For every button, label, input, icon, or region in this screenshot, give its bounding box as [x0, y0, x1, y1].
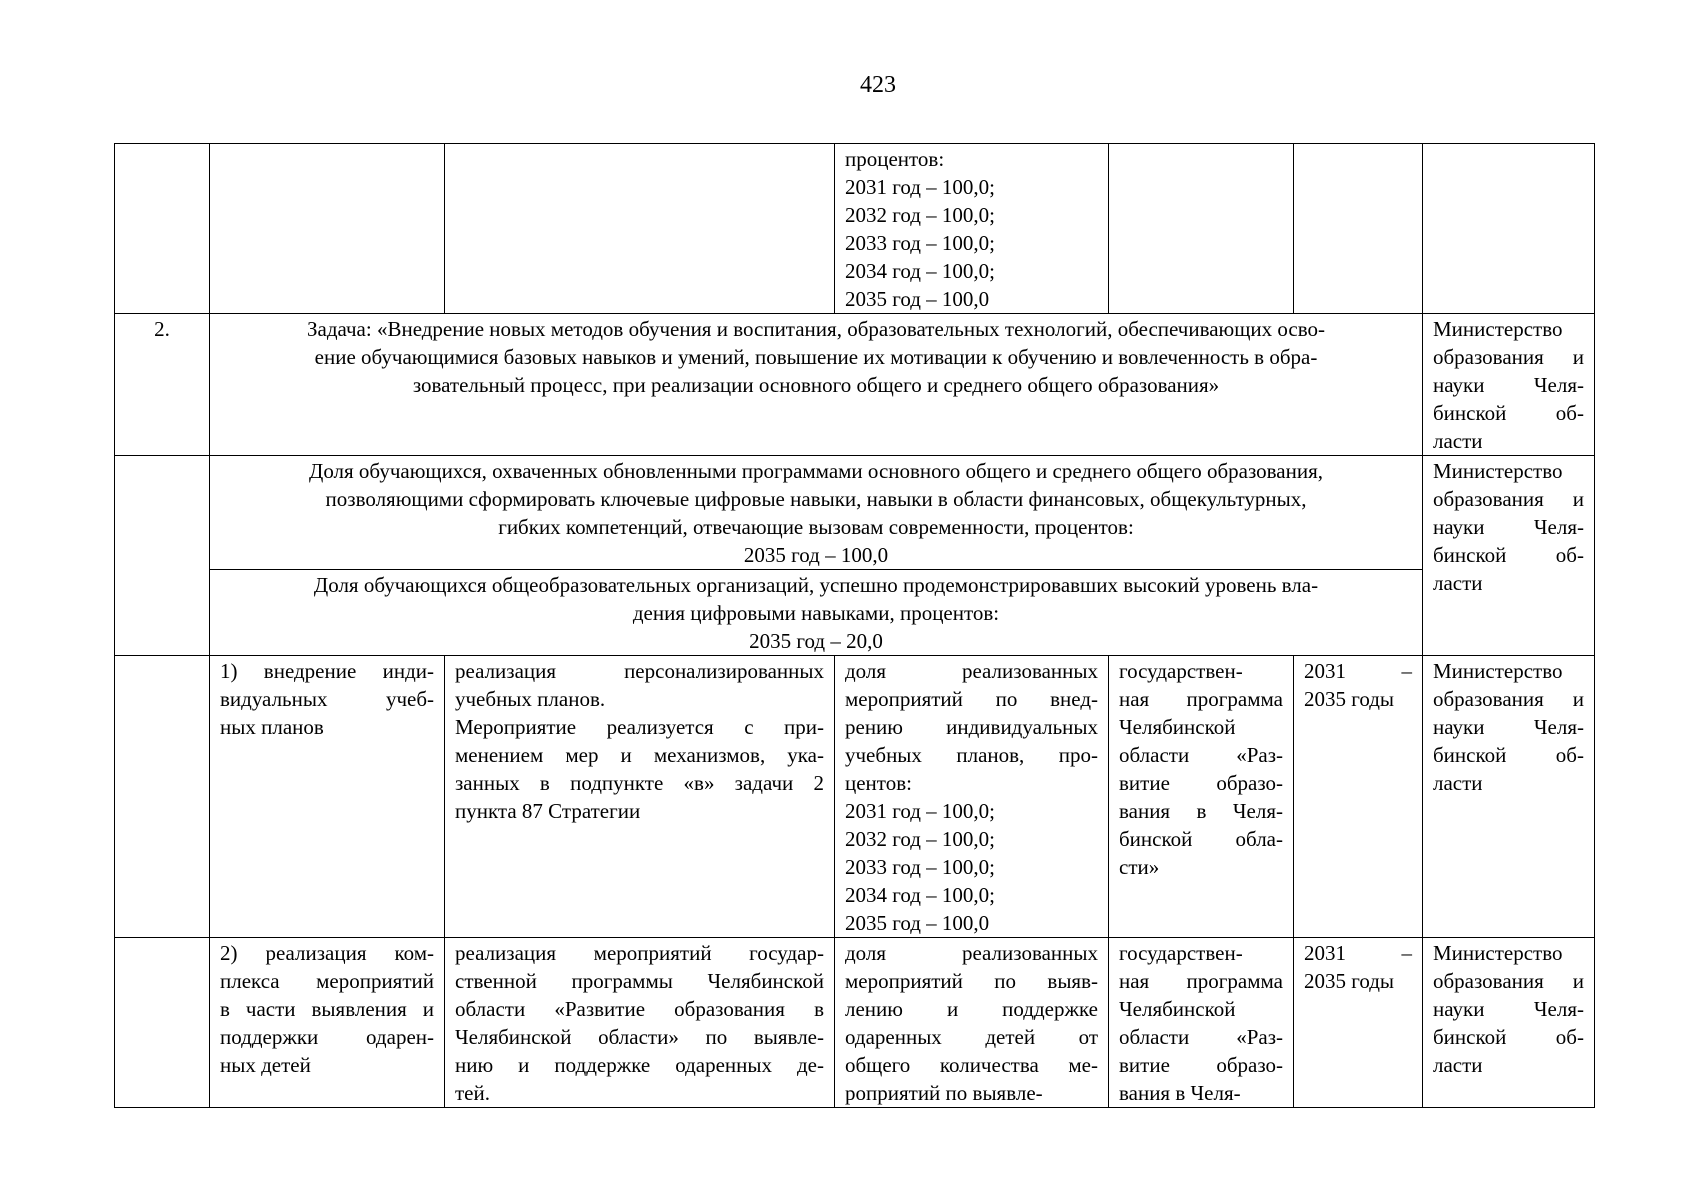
text-line: Министерство — [1433, 317, 1563, 341]
item-name — [210, 938, 445, 1108]
text-line: тей. — [455, 1081, 490, 1105]
text-line: 2031 год – 100,0; — [845, 175, 996, 199]
text-line: Задача: «Внедрение новых методов обучения и воспитания, образовательных технологий, обеспечивающих осво- — [306, 317, 1326, 341]
item-program — [1109, 938, 1294, 1108]
text-line: вания в Челя- — [1119, 1081, 1241, 1105]
text-line: 2031 – — [1304, 659, 1412, 683]
table-row-target — [115, 456, 1595, 570]
text-line: витие образо- — [1119, 771, 1283, 795]
text-line: в части выявления и — [220, 997, 434, 1021]
text-line: 2035 годы — [1304, 969, 1395, 993]
text-line: центов: — [845, 771, 912, 795]
item-indicator — [835, 938, 1109, 1108]
item-description — [445, 656, 835, 938]
text-line: ственной программы Челябинской — [455, 969, 824, 993]
text-line: зовательный процесс, при реализации основного общего и среднего общего образования» — [412, 373, 1220, 397]
text-line: образования и — [1433, 345, 1584, 369]
text-line: витие образо- — [1119, 1053, 1283, 1077]
text-line: 2) реализация ком- — [220, 941, 434, 965]
text-line: бинской об- — [1433, 401, 1584, 425]
text-line: Челябинской — [1119, 715, 1236, 739]
item-description — [445, 938, 835, 1108]
text-line: 2035 год – 100,0 — [743, 543, 889, 567]
table-row-item — [115, 656, 1595, 938]
text-line: 2034 год – 100,0; — [845, 883, 996, 907]
table-row-task — [115, 314, 1595, 456]
text-line: процентов: — [845, 147, 945, 171]
item-period — [1294, 656, 1423, 938]
text-line: Доля обучающихся, охваченных обновленными программами основного общего и среднего общего образования, — [309, 459, 1323, 483]
text-line: Мероприятие реализуется с при- — [455, 715, 824, 739]
text-line: ласти — [1433, 1053, 1483, 1077]
text-line: дения цифровыми навыками, процентов: — [632, 601, 1000, 625]
text-line: ных детей — [220, 1053, 311, 1077]
text-line: ласти — [1433, 771, 1483, 795]
cell-number-empty — [115, 456, 210, 656]
text-line: образования и — [1433, 487, 1584, 511]
text-line: пункта 87 Стратегии — [455, 799, 641, 823]
text-line: образования и — [1433, 687, 1584, 711]
text-line: мероприятий по внед- — [845, 687, 1098, 711]
cell-number — [115, 144, 210, 314]
item-responsible — [1423, 656, 1595, 938]
page-number: 423 — [860, 72, 896, 98]
cell-period — [1294, 144, 1423, 314]
text-line: реализация мероприятий государ- — [455, 941, 824, 965]
text-line: реализация персонализированных — [455, 659, 824, 683]
item-name — [210, 656, 445, 938]
text-line: сти» — [1119, 855, 1160, 879]
text-line: 2032 год – 100,0; — [845, 203, 996, 227]
cell-program — [1109, 144, 1294, 314]
text-line: рению индивидуальных — [845, 715, 1098, 739]
text-line: доля реализованных — [845, 941, 1098, 965]
table-row-item — [115, 938, 1595, 1108]
text-line: 2034 год – 100,0; — [845, 259, 996, 283]
text-line: бинской об- — [1433, 743, 1584, 767]
text-line: ная программа — [1119, 969, 1283, 993]
task-number: 2. — [115, 314, 210, 456]
text-line: 2033 год – 100,0; — [845, 231, 996, 255]
text-line: ных планов — [220, 715, 324, 739]
cell-description — [445, 144, 835, 314]
cell-name — [210, 144, 445, 314]
target-indicator-digital-programs — [210, 456, 1423, 570]
text-line: бинской об- — [1433, 1025, 1584, 1049]
text-line: общего количества ме- — [845, 1053, 1098, 1077]
table-row-continuation — [115, 144, 1595, 314]
text-line: плекса мероприятий — [220, 969, 434, 993]
text-line: ласти — [1433, 571, 1483, 595]
text-line: науки Челя- — [1433, 715, 1584, 739]
text-line: 2031 год – 100,0; — [845, 799, 996, 823]
text-line: 2035 год – 20,0 — [749, 629, 883, 653]
text-line: науки Челя- — [1433, 997, 1584, 1021]
text-line: ласти — [1433, 429, 1483, 453]
text-line: Министерство — [1433, 459, 1563, 483]
item-responsible — [1423, 938, 1595, 1108]
text-line: менением мер и механизмов, ука- — [455, 743, 824, 767]
text-line: 2035 годы — [1304, 687, 1395, 711]
text-line: учебных планов. — [455, 687, 606, 711]
cell-indicator — [835, 144, 1109, 314]
measures-table — [114, 143, 1595, 1108]
text-line: ение обучающимися базовых навыков и умений, повышение их мотивации к обучению и вовлеченность в обра- — [314, 345, 1318, 369]
text-line: образования и — [1433, 969, 1584, 993]
text-line: государствен- — [1119, 659, 1243, 683]
item-indicator — [835, 656, 1109, 938]
text-line: области «Раз- — [1119, 743, 1283, 767]
text-line: 2031 – — [1304, 941, 1412, 965]
item-program — [1109, 656, 1294, 938]
text-line: мероприятий по выяв- — [845, 969, 1098, 993]
text-line: Челябинской области» по выявле- — [455, 1025, 824, 1049]
text-line: вания в Челя- — [1119, 799, 1283, 823]
cell-responsible — [1423, 144, 1595, 314]
text-line: ная программа — [1119, 687, 1283, 711]
text-line: доля реализованных — [845, 659, 1098, 683]
text-line: 2032 год – 100,0; — [845, 827, 996, 851]
text-line: нию и поддержке одаренных де- — [455, 1053, 824, 1077]
text-line: Министерство — [1433, 941, 1563, 965]
text-line: науки Челя- — [1433, 515, 1584, 539]
text-line: занных в подпункте «в» задачи 2 — [455, 771, 824, 795]
text-line: бинской об- — [1433, 543, 1584, 567]
text-line: Министерство — [1433, 659, 1563, 683]
task-text — [210, 314, 1423, 456]
target-responsible — [1423, 456, 1595, 656]
text-line: одаренных детей от — [845, 1025, 1098, 1049]
text-line: гибких компетенций, отвечающие вызовам современности, процентов: — [498, 515, 1134, 539]
item-number — [115, 656, 210, 938]
task-responsible — [1423, 314, 1595, 456]
text-line: роприятий по выявле- — [845, 1081, 1043, 1105]
text-line: 2033 год – 100,0; — [845, 855, 996, 879]
text-line: видуальных учеб- — [220, 687, 434, 711]
text-line: 2035 год – 100,0 — [845, 911, 990, 935]
target-indicator-digital-skills — [210, 570, 1423, 656]
text-line: области «Раз- — [1119, 1025, 1283, 1049]
text-line: Доля обучающихся общеобразовательных организаций, успешно продемонстрировавших высокий уровень вла- — [313, 573, 1319, 597]
text-line: области «Развитие образования в — [455, 997, 824, 1021]
text-line: позволяющими сформировать ключевые цифровые навыки, навыки в области финансовых, общекультурных, — [325, 487, 1307, 511]
text-line: лению и поддержке — [845, 997, 1098, 1021]
text-line: бинской обла- — [1119, 827, 1283, 851]
item-number — [115, 938, 210, 1108]
text-line: поддержки одарен- — [220, 1025, 434, 1049]
text-line: Челябинской — [1119, 997, 1236, 1021]
text-line: 1) внедрение инди- — [220, 659, 434, 683]
text-line: государствен- — [1119, 941, 1243, 965]
text-line: учебных планов, про- — [845, 743, 1098, 767]
text-line: 2035 год – 100,0 — [845, 287, 990, 311]
text-line: науки Челя- — [1433, 373, 1584, 397]
item-period — [1294, 938, 1423, 1108]
table-row-target — [115, 570, 1595, 656]
